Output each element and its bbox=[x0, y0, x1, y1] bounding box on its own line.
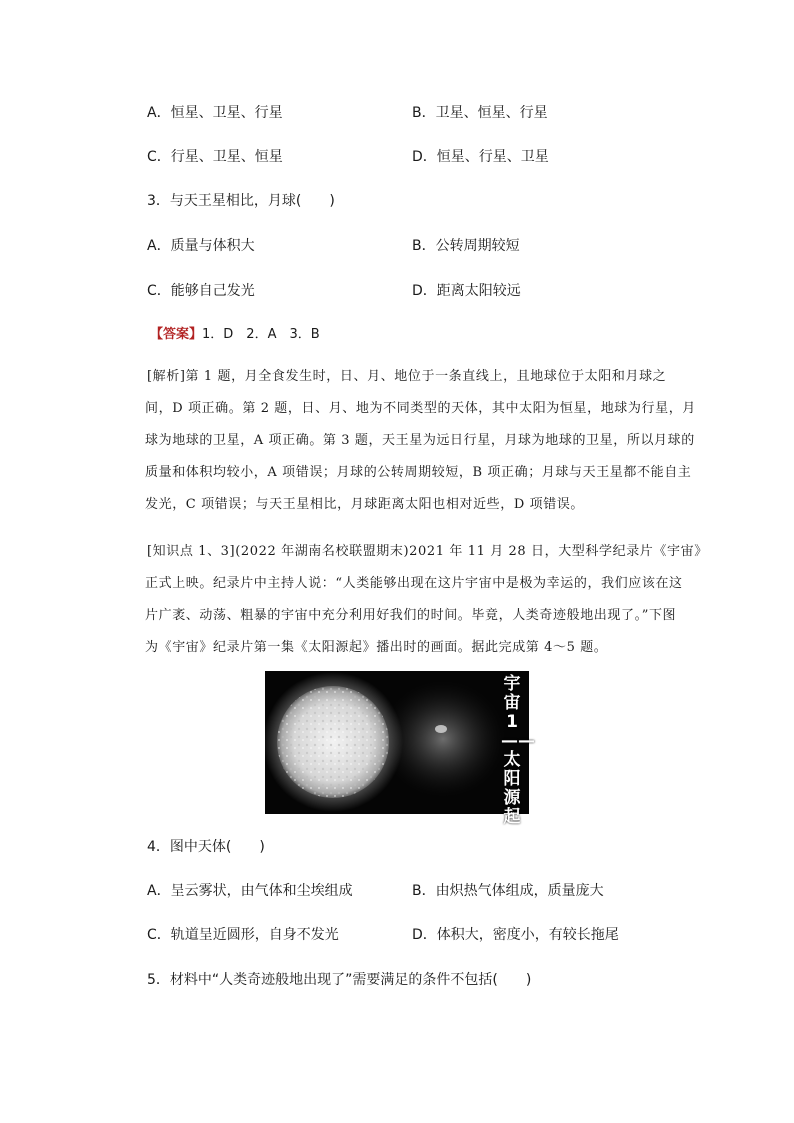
answer-tag: 【答案】 bbox=[150, 327, 203, 342]
q2-option-c: C．行星、卫星、恒星 bbox=[147, 149, 283, 165]
q4-option-b: B．由炽热气体组成，质量庞大 bbox=[412, 883, 604, 899]
plume-bright-spot bbox=[435, 725, 447, 733]
q3-stem: 3．与天王星相比，月球( ) bbox=[147, 193, 335, 209]
analysis-line: [解析]第 1 题，月全食发生时，日、月、地位于一条直线上，且地球位于太阳和月球之 bbox=[147, 369, 667, 384]
q4-option-a: A．呈云雾状，由气体和尘埃组成 bbox=[147, 883, 353, 899]
q3-option-c: C．能够自己发光 bbox=[147, 283, 255, 299]
q2-option-d: D．恒星、行星、卫星 bbox=[412, 149, 549, 165]
q3-option-b: B．公转周期较短 bbox=[412, 238, 520, 254]
material-line: 正式上映。纪录片中主持人说：“人类能够出现在这片宇宙中是极为幸运的，我们应该在这 bbox=[145, 576, 683, 591]
analysis-line: 间，D 项正确。第 2 题，日、月、地为不同类型的天体，其中太阳为恒星，地球为行星，月 bbox=[145, 401, 696, 416]
figure-caption: 宇宙1——太阳源起 bbox=[501, 674, 535, 827]
q4-option-d: D．体积大，密度小，有较长拖尾 bbox=[412, 927, 619, 943]
q4-option-c: C．轨道呈近圆形，自身不发光 bbox=[147, 927, 339, 943]
material-line: 为《宇宙》纪录片第一集《太阳源起》播出时的画面。据此完成第 4～5 题。 bbox=[145, 640, 608, 655]
q2-option-a: A．恒星、卫星、行星 bbox=[147, 105, 283, 121]
analysis-line: 发光，C 项错误；与天王星相比，月球距离太阳也相对近些，D 项错误。 bbox=[145, 497, 585, 512]
q3-option-d: D．距离太阳较远 bbox=[412, 283, 521, 299]
sun-surface-texture bbox=[277, 686, 389, 798]
analysis-paragraph bbox=[145, 361, 696, 521]
material-line: 片广袤、动荡、粗暴的宇宙中充分利用好我们的时间。毕竟，人类奇迹般地出现了。”下图 bbox=[145, 608, 677, 623]
sun-illustration bbox=[265, 671, 529, 814]
q4-stem: 4．图中天体( ) bbox=[147, 839, 265, 855]
sun-figure bbox=[265, 671, 535, 827]
analysis-line: 质量和体积均较小，A 项错误；月球的公转周期较短，B 项正确；月球与天王星都不能自主 bbox=[145, 465, 692, 480]
material-line: [知识点 1、3](2022 年湖南名校联盟期末)2021 年 11 月 28 日，大型科学纪录片《宇宙》 bbox=[147, 544, 708, 559]
q3-option-a: A．质量与体积大 bbox=[147, 238, 255, 254]
q5-stem: 5．材料中“人类奇迹般地出现了”需要满足的条件不包括( ) bbox=[147, 972, 532, 988]
q2-option-b: B．卫星、恒星、行星 bbox=[412, 105, 548, 121]
answer-text: 1．D 2．A 3．B bbox=[202, 327, 320, 342]
analysis-line: 球为地球的卫星，A 项正确。第 3 题，天王星为远日行星，月球为地球的卫星，所以月球的 bbox=[145, 433, 695, 448]
material-paragraph bbox=[145, 536, 708, 664]
answer-line bbox=[150, 326, 320, 344]
